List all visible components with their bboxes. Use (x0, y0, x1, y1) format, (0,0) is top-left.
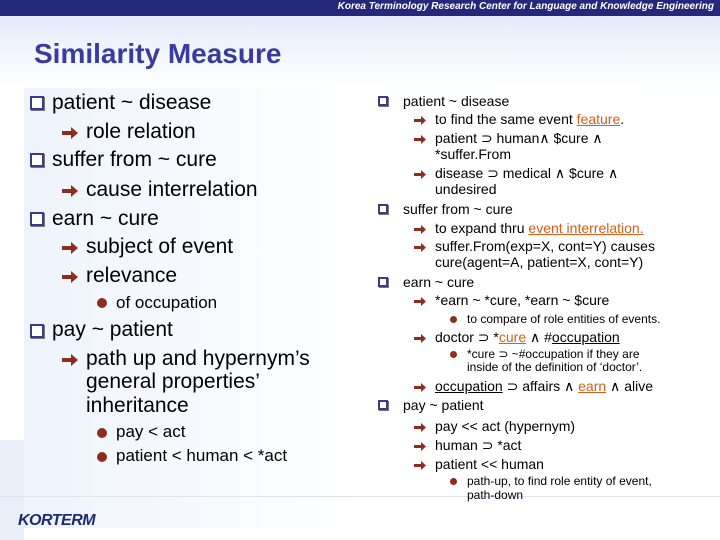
square-bullet-icon (30, 96, 44, 110)
left-q4-a1-line3: inheritance (86, 394, 189, 417)
left-q1-text: patient ~ disease (52, 91, 212, 114)
top-bar (0, 0, 720, 16)
right-q4-text: pay ~ patient (403, 397, 484, 413)
square-bullet-icon (30, 153, 44, 167)
round-bullet-icon (450, 478, 457, 485)
round-bullet-icon (450, 316, 457, 323)
left-q2-a1-text: cause interrelation (86, 178, 258, 201)
right-q1-a3-line1: disease ⊃ medical ∧ $cure ∧ (435, 165, 619, 181)
arrow-bullet-icon (414, 135, 426, 144)
left-q4-b1-text: pay < act (116, 422, 186, 441)
earn-link[interactable]: earn (578, 378, 607, 394)
right-q3-b2-line1: *cure ⊃ ~#occupation if they are (467, 347, 640, 361)
right-q2-a2-line2: cure(agent=A, patient=X, cont=Y) (435, 254, 644, 270)
korterm-logo: KORTERM (18, 512, 96, 529)
right-q3-b1-text: to compare of role entities of events. (467, 312, 661, 326)
square-bullet-icon (378, 96, 388, 106)
round-bullet-icon (97, 298, 107, 308)
right-q1-a3-line2: undesired (435, 181, 497, 197)
round-bullet-icon (97, 428, 107, 438)
right-q1-a2-line1: patient ⊃ human∧ $cure ∧ (435, 130, 603, 146)
arrow-bullet-icon (62, 242, 78, 254)
left-q3-a1-text: subject of event (86, 235, 234, 258)
square-bullet-icon (30, 324, 44, 338)
arrow-bullet-icon (62, 185, 78, 197)
occupation-link[interactable]: occupation (551, 329, 620, 345)
left-q4-a1-line1: path up and hypernym’s (86, 347, 310, 370)
right-q3-a1-text: *earn ~ *cure, *earn ~ $cure (435, 292, 610, 308)
event-interrelation-link[interactable]: event interrelation. (528, 220, 644, 236)
arrow-bullet-icon (414, 243, 426, 252)
footer-divider (0, 496, 720, 497)
left-q3-text: earn ~ cure (52, 207, 159, 230)
right-q4-a1-text: pay << act (hypernym) (435, 418, 576, 434)
right-q4-a3-text: patient << human (435, 456, 544, 472)
arrow-bullet-icon (414, 334, 426, 343)
square-bullet-icon (378, 204, 388, 214)
right-q1-text: patient ~ disease (403, 93, 510, 109)
right-q4-b1-line2: path-down (467, 488, 524, 502)
right-q3-a2-text: doctor ⊃ *cure ∧ #occupation (435, 329, 620, 345)
right-q4-b1-line1: path-up, to find role entity of event, (467, 474, 652, 488)
right-q2-text: suffer from ~ cure (403, 201, 513, 217)
square-bullet-icon (30, 212, 44, 226)
square-bullet-icon (378, 277, 388, 287)
left-q2-text: suffer from ~ cure (52, 148, 217, 171)
arrow-bullet-icon (62, 271, 78, 283)
org-name: Korea Terminology Research Center for Language and Knowledge Engineering (337, 1, 714, 12)
right-q1-a1-text: to find the same event feature. (435, 111, 625, 127)
arrow-bullet-icon (414, 297, 426, 306)
arrow-bullet-icon (414, 461, 426, 470)
left-q4-b2-text: patient < human < *act (116, 446, 288, 465)
slide-title: Similarity Measure (34, 38, 282, 69)
right-q1-a2-line2: *suffer.From (435, 146, 511, 162)
left-q4-a1-line2: general properties’ (86, 370, 260, 393)
left-q3-a2-b1-text: of occupation (116, 293, 218, 312)
right-q2-a2-line1: suffer.From(exp=X, cont=Y) causes (435, 238, 655, 254)
left-q4-text: pay ~ patient (52, 318, 173, 341)
right-q2-a1-text: to expand thru event interrelation. (435, 220, 644, 236)
occupation-link[interactable]: occupation (435, 378, 503, 394)
cure-link[interactable]: cure (498, 329, 527, 345)
arrow-bullet-icon (414, 423, 426, 432)
arrow-bullet-icon (414, 225, 426, 234)
feature-link[interactable]: feature (576, 111, 621, 127)
arrow-bullet-icon (62, 354, 78, 366)
arrow-bullet-icon (414, 442, 426, 451)
round-bullet-icon (97, 452, 107, 462)
right-q3-a3-text: occupation ⊃ affairs ∧ earn ∧ alive (435, 378, 653, 394)
arrow-bullet-icon (62, 127, 78, 139)
right-q4-a2-text: human ⊃ *act (435, 437, 522, 453)
arrow-bullet-icon (414, 383, 426, 392)
square-bullet-icon (378, 400, 388, 410)
right-q3-text: earn ~ cure (403, 274, 475, 290)
left-q1-a1-text: role relation (86, 120, 196, 143)
arrow-bullet-icon (414, 170, 426, 179)
left-q3-a2-text: relevance (86, 264, 178, 287)
arrow-bullet-icon (414, 116, 426, 125)
right-q3-b2-line2: inside of the definition of ‘doctor’. (467, 360, 643, 374)
round-bullet-icon (450, 351, 457, 358)
